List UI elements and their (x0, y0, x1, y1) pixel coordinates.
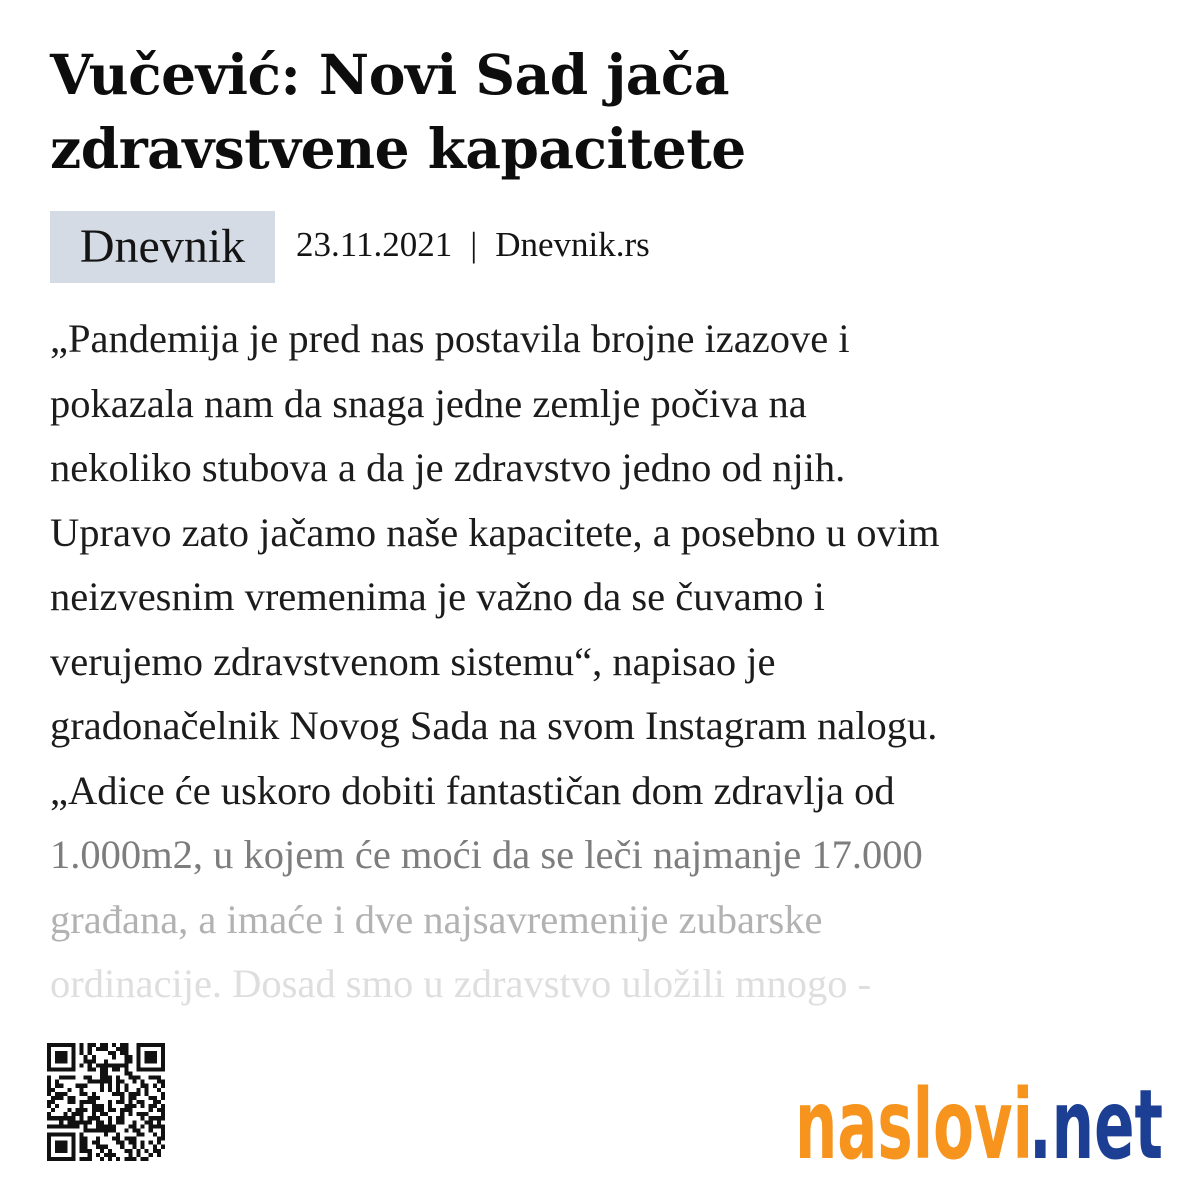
body-line: građana, a imaće i dve najsavremenije zubarske (50, 896, 823, 942)
body-line: verujemo zdravstvenom sistemu“, napisao je (50, 638, 776, 684)
meta-info (296, 225, 650, 265)
logo-text-tld: .net (1029, 1069, 1163, 1176)
naslovi-logo[interactable] (795, 1056, 1170, 1176)
qr-code-icon[interactable] (47, 1040, 165, 1164)
body-line: Upravo zato jačamo naše kapacitete, a posebno u ovim (50, 509, 940, 555)
headline-line: zdravstvene kapacitete (50, 116, 746, 181)
logo-text-main: naslovi (795, 1069, 1033, 1176)
body-line: 1.000m2, u kojem će moći da se leči najmanje 17.000 (50, 832, 923, 877)
body-line: nekoliko stubova a da je zdravstvo jedno od njih. (50, 445, 846, 490)
article-meta (50, 211, 650, 283)
headline-line: Vučević: Novi Sad jača (50, 42, 729, 107)
publish-date: 23.11.2021 (296, 225, 453, 264)
article-headline (50, 38, 1150, 186)
body-line: pokazala nam da snaga jedne zemlje počiva na (50, 380, 807, 426)
body-line: gradonačelnik Novog Sada na svom Instagram nalogu. (50, 703, 938, 748)
source-badge[interactable]: Dnevnik (50, 211, 275, 283)
body-line: „Pandemija je pred nas postavila brojne izazove i (50, 316, 850, 361)
article-body (50, 307, 1160, 1017)
meta-separator: | (470, 225, 478, 264)
body-line: ordinacije. Dosad smo u zdravstvo uložili mnogo - (50, 961, 872, 1006)
source-site[interactable]: Dnevnik.rs (495, 225, 650, 264)
body-line: „Adice će uskoro dobiti fantastičan dom zdravlja od (50, 767, 895, 813)
body-line: neizvesnim vremenima je važno da se čuvamo i (50, 574, 825, 619)
